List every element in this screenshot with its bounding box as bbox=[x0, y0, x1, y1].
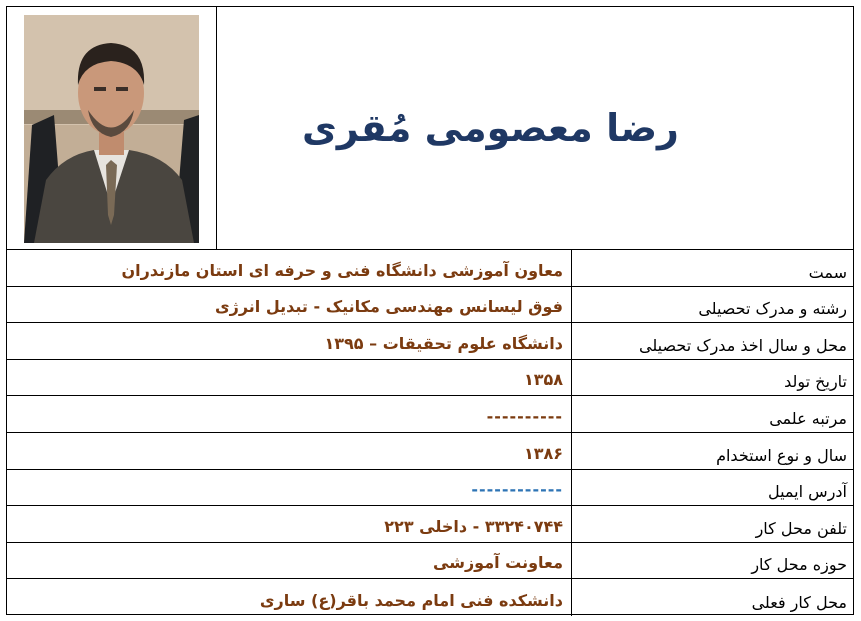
name-cell bbox=[218, 7, 853, 249]
value-current-workplace: دانشکده فنی امام محمد باقر(ع) ساری bbox=[259, 590, 563, 610]
profile-photo bbox=[24, 15, 199, 243]
row-work-area bbox=[7, 543, 853, 580]
info-table bbox=[7, 250, 853, 616]
row-phone bbox=[7, 506, 853, 543]
portrait-image bbox=[24, 15, 199, 243]
value-employment: ۱۳۸۶ bbox=[523, 443, 563, 463]
row-employment bbox=[7, 433, 853, 470]
value-degree: فوق لیسانس مهندسی مکانیک - تبدیل انرژی bbox=[214, 297, 563, 317]
label-degree: رشته و مدرک تحصیلی bbox=[571, 287, 853, 323]
label-degree-place-year: محل و سال اخذ مدرک تحصیلی bbox=[571, 323, 853, 359]
value-degree-place-year: دانشگاه علوم تحقیقات – ۱۳۹۵ bbox=[324, 333, 563, 353]
label-current-workplace: محل کار فعلی bbox=[571, 579, 853, 616]
row-email bbox=[7, 470, 853, 507]
label-email: آدرس ایمیل bbox=[571, 470, 853, 506]
row-degree bbox=[7, 287, 853, 324]
label-employment: سال و نوع استخدام bbox=[571, 433, 853, 469]
person-name: رضا معصومی مُقری bbox=[302, 106, 679, 150]
label-academic-rank: مرتبه علمی bbox=[571, 396, 853, 432]
label-position: سمت bbox=[571, 250, 853, 286]
row-degree-place-year bbox=[7, 323, 853, 360]
row-academic-rank bbox=[7, 396, 853, 433]
photo-cell bbox=[7, 7, 217, 249]
profile-card bbox=[6, 6, 854, 615]
row-current-workplace bbox=[7, 579, 853, 616]
row-birth-date bbox=[7, 360, 853, 397]
value-birth-date: ۱۳۵۸ bbox=[523, 370, 563, 390]
value-position: معاون آموزشی دانشگاه فنی و حرفه ای استان مازندران bbox=[121, 260, 563, 280]
label-work-area: حوزه محل کار bbox=[571, 543, 853, 579]
value-academic-rank: ---------- bbox=[486, 406, 563, 426]
value-work-area: معاونت آموزشی bbox=[433, 553, 563, 573]
value-phone: ۳۳۲۴۰۷۴۴ - داخلی ۲۲۳ bbox=[384, 516, 563, 536]
profile-header bbox=[7, 7, 853, 250]
label-birth-date: تاریخ تولد bbox=[571, 360, 853, 396]
row-position bbox=[7, 250, 853, 287]
value-email: ------------ bbox=[471, 480, 563, 500]
label-phone: تلفن محل کار bbox=[571, 506, 853, 542]
